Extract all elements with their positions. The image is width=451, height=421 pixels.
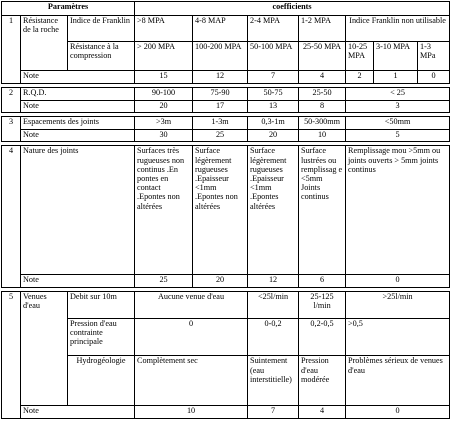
rqd-value: 50-75 <box>248 88 299 100</box>
note-value: 6 <box>299 275 346 287</box>
note-value: 12 <box>248 275 299 287</box>
note-value: 13 <box>248 100 299 112</box>
row3-param: Espacements des joints <box>21 117 135 129</box>
spacing-value: >3m <box>135 117 193 129</box>
note-value: 17 <box>193 100 248 112</box>
hydro-value: Pression d'eau modérée <box>299 356 346 406</box>
note-value: 1 <box>374 70 418 84</box>
rqd-value: < 25 <box>346 88 450 100</box>
row1-franklin <box>2 15 450 41</box>
row1-param: Résistance de la roche <box>21 15 68 70</box>
rqd-value: 75-90 <box>193 88 248 100</box>
pression-value: 0 <box>135 319 248 356</box>
debit-value: 25-125 l/min <box>299 292 346 319</box>
header-parametres: Paramètres <box>2 2 135 16</box>
rqd-value: 90-100 <box>135 88 193 100</box>
spacing-value: 0,3-1m <box>248 117 299 129</box>
pression-label: Pression d'eau contrainte principale <box>68 319 135 356</box>
joint-nature-value: Surfaces très rugueuses non continus .En pontes en contact .Epontes non altérées <box>135 146 193 275</box>
row1-number: 1 <box>2 15 21 84</box>
note-value: 0 <box>418 70 450 84</box>
joint-nature-value: Surface lustrées ou remplissag e <5mm Joints continus <box>299 146 346 275</box>
hydro-value: Problèmes sérieux de venues d'eau <box>346 356 450 406</box>
row5-hydro <box>2 356 450 406</box>
pression-value: >0,5 <box>346 319 450 356</box>
note-value: 30 <box>135 129 193 141</box>
row1-compression <box>2 41 450 70</box>
row4-values <box>2 146 450 275</box>
row1-note <box>2 70 450 84</box>
pression-value: 0-0,2 <box>248 319 299 356</box>
compression-value: 25-50 MPA <box>299 41 346 70</box>
row4-note <box>2 275 450 287</box>
compression-value: 100-200 MPA <box>193 41 248 70</box>
debit-value: >25l/min <box>346 292 450 319</box>
note-value: 2 <box>346 70 374 84</box>
note-value: 25 <box>193 129 248 141</box>
rqd-value: 25-50 <box>299 88 346 100</box>
note-label: Note <box>21 406 135 419</box>
hydro-value: Suintement (eau interstitielle) <box>248 356 299 406</box>
debit-label: Debit sur 10m <box>68 292 135 319</box>
franklin-value: 4-8 MAP <box>193 15 248 41</box>
spacing-value: 50-300mm <box>299 117 346 129</box>
note-value: 4 <box>299 70 346 84</box>
note-value: 20 <box>248 129 299 141</box>
franklin-value: Indice Franklin non utilisable <box>346 15 450 41</box>
row5-param: Venues d'eau <box>21 292 68 406</box>
note-value: 0 <box>346 275 450 287</box>
row2-param: R.Q.D. <box>21 88 135 100</box>
note-label: Note <box>21 129 135 141</box>
spacing-value: 1-3m <box>193 117 248 129</box>
row4-number: 4 <box>2 146 21 287</box>
debit-value: Aucune venue d'eau <box>135 292 248 319</box>
row5-debit <box>2 292 450 319</box>
note-value: 8 <box>299 100 346 112</box>
joint-nature-value: Surface légèrement rugueuses .Epaisseur <1mm .Epontes non altérées <box>193 146 248 275</box>
hydro-value: Complètement sec <box>135 356 248 406</box>
row3-number: 3 <box>2 117 21 142</box>
hydro-label: Hydrogéologie <box>68 356 135 406</box>
franklin-value: 2-4 MPA <box>248 15 299 41</box>
note-label: Note <box>21 275 135 287</box>
note-value: 20 <box>135 100 193 112</box>
note-value: 20 <box>193 275 248 287</box>
row3-values <box>2 117 450 129</box>
debit-value: <25l/min <box>248 292 299 319</box>
compression-value: 10-25 MPA <box>346 41 374 70</box>
row2-number: 2 <box>2 88 21 113</box>
note-value: 25 <box>135 275 193 287</box>
header-row <box>2 2 450 16</box>
note-value: 7 <box>248 406 299 419</box>
rmr-classification-table <box>1 1 450 419</box>
note-value: 4 <box>299 406 346 419</box>
row5-pression <box>2 319 450 356</box>
compression-value: 50-100 MPA <box>248 41 299 70</box>
row2-note <box>2 100 450 112</box>
header-coefficients: coefficients <box>135 2 450 16</box>
note-value: 0 <box>346 406 450 419</box>
compression-value: 3-10 MPA <box>374 41 418 70</box>
note-value: 12 <box>193 70 248 84</box>
row2-values <box>2 88 450 100</box>
row3-note <box>2 129 450 141</box>
joint-nature-value: Surface légèrement rugueuses .Epaisseur <1mm .Epontes altérées <box>248 146 299 275</box>
row5-number: 5 <box>2 292 21 419</box>
note-value: 10 <box>299 129 346 141</box>
note-label: Note <box>21 70 135 84</box>
joint-nature-value: Remplissage mou >5mm ou joints ouverts > 5mm joints continus <box>346 146 450 275</box>
note-label: Note <box>21 100 135 112</box>
franklin-label: Indice de Franklin <box>68 15 135 41</box>
row5-note <box>2 406 450 419</box>
compression-value: > 200 MPA <box>135 41 193 70</box>
note-value: 5 <box>346 129 450 141</box>
note-value: 15 <box>135 70 193 84</box>
compression-label: Résistance à la compression <box>68 41 135 70</box>
compression-value: 1-3 MPa <box>418 41 450 70</box>
note-value: 10 <box>135 406 248 419</box>
note-value: 3 <box>346 100 450 112</box>
spacing-value: <50mm <box>346 117 450 129</box>
franklin-value: >8 MPA <box>135 15 193 41</box>
row4-param: Nature des joints <box>21 146 135 275</box>
franklin-value: 1-2 MPA <box>299 15 346 41</box>
pression-value: 0,2-0,5 <box>299 319 346 356</box>
note-value: 7 <box>248 70 299 84</box>
